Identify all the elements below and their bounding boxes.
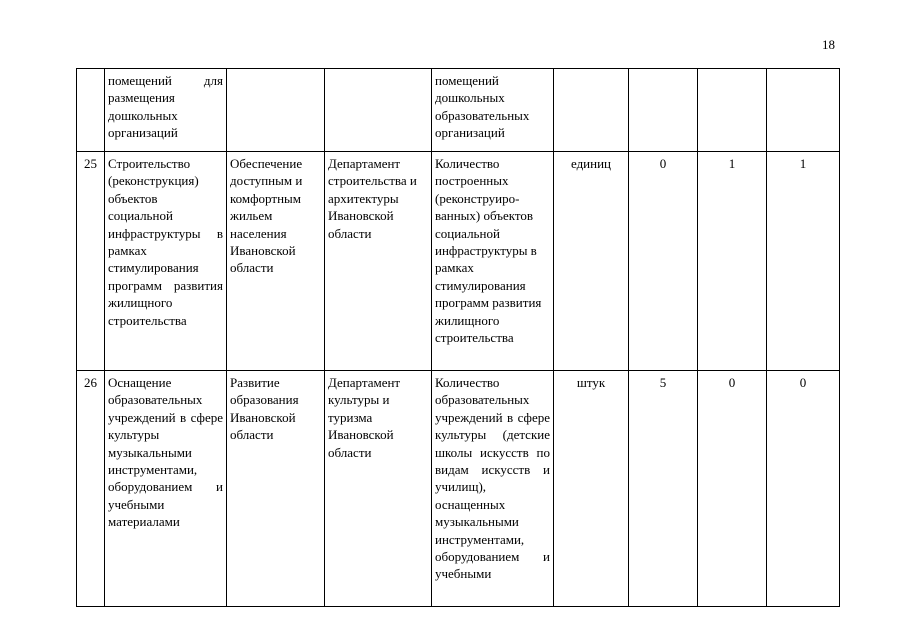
table-row xyxy=(77,152,840,371)
row-unit-cell: штук xyxy=(554,371,629,607)
row-number-cell: 26 xyxy=(77,371,105,607)
table-row xyxy=(77,371,840,607)
row-indicator-cell: Количество построенных (реконструиро-ванных) объектов социальной инфраструктуры в рамках стимулирования программ развития жилищного строительства xyxy=(432,152,554,371)
row-name-cell xyxy=(105,69,227,152)
programs-table xyxy=(76,68,840,607)
row-value3-cell: 1 xyxy=(767,152,840,371)
row-goal-cell: Развитие образования Ивановской области xyxy=(227,371,325,607)
row-unit-cell: единиц xyxy=(554,152,629,371)
row-indicator-cell xyxy=(432,69,554,152)
row-value2-cell: 1 xyxy=(698,152,767,371)
row-value1-cell xyxy=(629,69,698,152)
row-goal-cell: Обеспечение доступным и комфортным жильем населения Ивановской области xyxy=(227,152,325,371)
page-number: 18 xyxy=(822,37,835,52)
row-value3-cell xyxy=(767,69,840,152)
row-value2-cell xyxy=(698,69,767,152)
row-executor-cell xyxy=(325,69,432,152)
row-number-cell xyxy=(77,69,105,152)
row-value1-cell: 0 xyxy=(629,152,698,371)
row-value2-cell: 0 xyxy=(698,371,767,607)
row-value3-cell: 0 xyxy=(767,371,840,607)
table-row-continuation xyxy=(77,69,840,152)
row-executor-cell: Департамент строительства и архитектуры Ивановской области xyxy=(325,152,432,371)
row-number-cell: 25 xyxy=(77,152,105,371)
row-executor-cell: Департамент культуры и туризма Ивановской области xyxy=(325,371,432,607)
row-goal-cell xyxy=(227,69,325,152)
row-value1-cell: 5 xyxy=(629,371,698,607)
row-unit-cell xyxy=(554,69,629,152)
row-name-text: помещений для размещения дошкольных организаций xyxy=(108,73,223,141)
row-indicator-text: помещений дошкольных образовательных организаций xyxy=(435,73,530,141)
row-indicator-cell: Количество образовательных учреждений в сфере культуры (детские школы искусств по видам искусств и училищ), оснащенных музыкальными инструментами, оборудованием и учебными xyxy=(432,371,554,607)
row-name-cell: Оснащение образовательных учреждений в сфере культуры музыкальными инструментами, оборудованием и учебными материалами xyxy=(105,371,227,607)
row-name-cell: Строительство (реконструкция) объектов социальной инфраструктуры в рамках стимулирования программ развития жилищного строительства xyxy=(105,152,227,371)
